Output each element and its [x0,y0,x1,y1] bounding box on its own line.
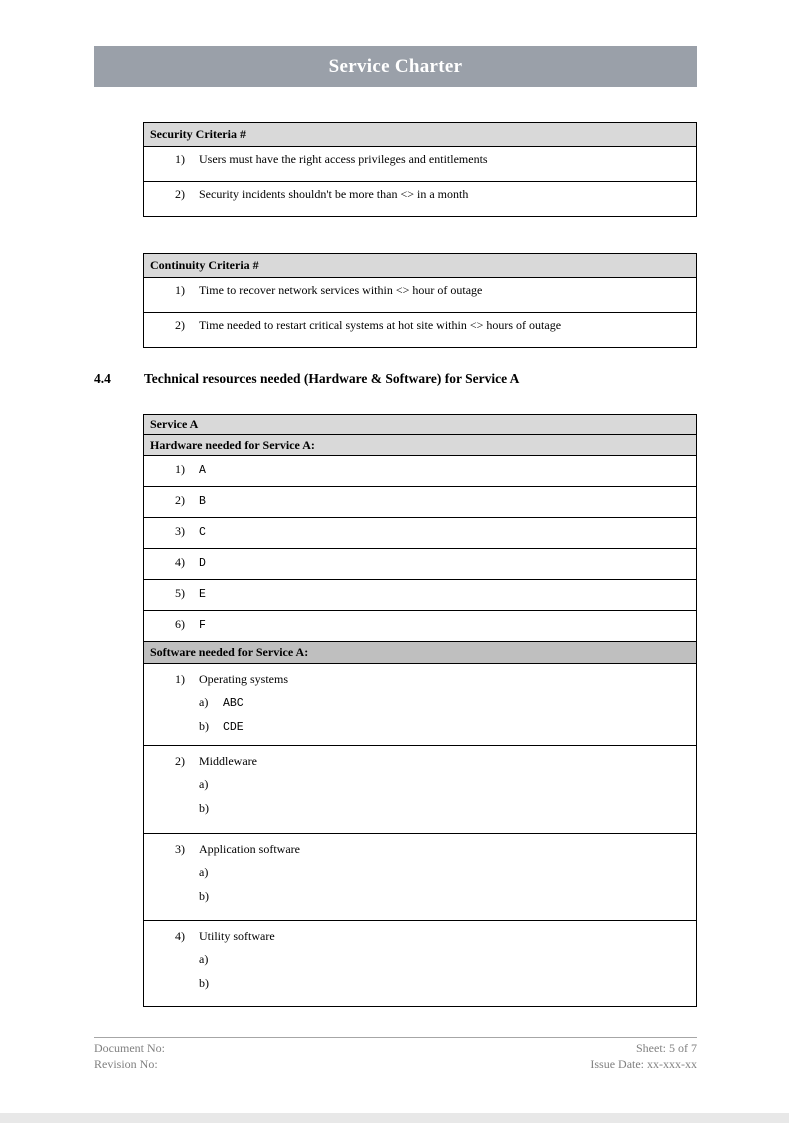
section-heading [94,371,697,387]
service-a-title-cell: Service A [144,415,696,435]
row-text: Utility software [199,929,275,943]
hardware-row [144,456,696,487]
row-text: C [199,526,206,539]
row-number: 5) [175,586,185,600]
issue-date-label: Issue Date: xx-xxx-xx [590,1056,697,1071]
table-row [144,313,696,347]
row-text: F [199,619,206,632]
row-number: 2) [175,187,185,201]
row-text: Users must have the right access privileges and entitlements [199,152,488,166]
section-number: 4.4 [94,371,111,386]
sub-item-label: b) [199,889,209,903]
row-text: Middleware [199,754,257,768]
sub-item-label: b) [199,801,209,815]
table-row [144,147,696,182]
row-number: 4) [175,929,185,943]
page-edge-strip [0,1113,789,1123]
hardware-row [144,611,696,642]
software-row [144,664,696,746]
service-a-table [143,414,697,1007]
sub-item-label: a) [199,952,209,966]
page-footer [94,1037,697,1072]
table-row [144,278,696,313]
row-text: Time needed to restart critical systems at hot site within <> hours of outage [199,318,562,332]
software-row [144,921,696,1006]
row-number: 1) [175,152,185,166]
sub-item-label: a) [199,695,209,709]
sub-item-text: CDE [223,721,244,734]
row-number: 1) [175,672,185,686]
hardware-header-cell: Hardware needed for Service A: [144,435,696,456]
row-number: 1) [175,283,185,297]
footer-right [590,1041,697,1072]
row-text: Operating systems [199,672,288,686]
security-criteria-table [143,122,697,217]
sub-item-label: a) [199,777,209,791]
row-number: 3) [175,524,185,538]
table-row [144,182,696,216]
sheet-label: Sheet: 5 of 7 [636,1041,697,1055]
sub-item-label: b) [199,719,209,733]
row-number: 2) [175,318,185,332]
security-criteria-header: Security Criteria # [144,123,696,147]
row-text: E [199,588,206,601]
software-row [144,834,696,921]
hardware-row [144,580,696,611]
row-number: 2) [175,493,185,507]
hardware-row [144,518,696,549]
document-no-label: Document No: [94,1041,165,1055]
hardware-row [144,549,696,580]
software-header-cell: Software needed for Service A: [144,642,696,664]
section-title: Technical resources needed (Hardware & Software) for Service A [144,371,520,386]
row-number: 1) [175,462,185,476]
continuity-criteria-table [143,253,697,348]
row-text: A [199,464,206,477]
row-number: 2) [175,754,185,768]
row-text: B [199,495,206,508]
row-number: 4) [175,555,185,569]
row-text: Security incidents shouldn't be more than <> in a month [199,187,469,201]
hardware-row [144,487,696,518]
footer-left [94,1041,165,1072]
sub-item-label: b) [199,976,209,990]
row-text: Application software [199,842,300,856]
document-title: Service Charter [328,56,463,77]
revision-no-label: Revision No: [94,1056,158,1071]
row-text: D [199,557,206,570]
row-number: 6) [175,617,185,631]
row-number: 3) [175,842,185,856]
sub-item-text: ABC [223,697,244,710]
continuity-criteria-header: Continuity Criteria # [144,254,696,278]
software-row [144,746,696,834]
document-title-bar [94,46,697,87]
sub-item-label: a) [199,865,209,879]
row-text: Time to recover network services within <> hour of outage [199,283,483,297]
